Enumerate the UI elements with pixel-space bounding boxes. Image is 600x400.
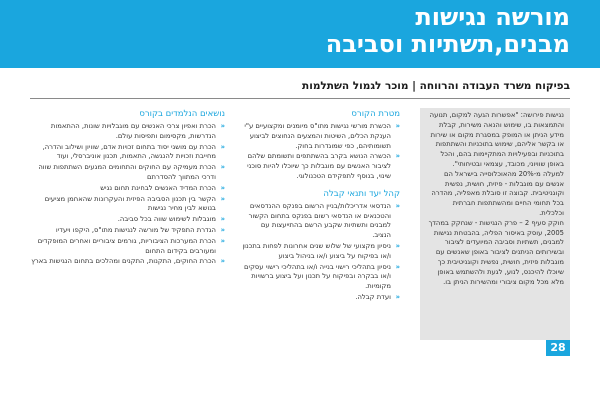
intro-paragraph: נגישות פירושה: "אפשרות הגעה למקום, תנועה והתמצאות בו, שימוש והנאה משירות, קבלת מידע הניתן או המופק במסגרת מקום או שירות או בקשר אליהם, שימוש בתוכניות והשתתפות בתוכניות ובפעילויות המתקיימות בהם, והכל באופן שוויוני, מכובד, עצמאי ובטיחותי". [429, 111, 564, 168]
list-item: « הקשר בין תכנון הסביבה הפיזית והעקרונות שהאחמן מציעים בנושא לבין מחיר נגישות [30, 195, 225, 215]
list-item: « הכרת ואפיון צרכי האנשים עם מוגבלויות שונות, ההתאמות הנדרשות, מקסימום ותפיסות עולם. [30, 122, 225, 142]
header-banner [0, 0, 600, 68]
title-line-1: מורשה נגישות [415, 3, 570, 31]
target-audience-list [240, 202, 400, 303]
course-info-column [240, 108, 400, 304]
list-item: « הכשרת מורשי נגישות מתו"ס מיומנים ומקצועיים ע"י הענקת הכלים, השיטות והמצעים הנחוצים לביצוע תשומותיהם, כפי שמוגדרות בחוק. [240, 122, 400, 151]
section-heading-course-goal: מטרת הקורס [351, 109, 400, 119]
list-item: « הגדרת התפקיד של מורשה לנגישות מתו"ס, היקפו ויעדיו [30, 226, 225, 236]
list-item: « ועדת קבלה. [240, 293, 400, 303]
list-item: « הכרת עם מושגי יסוד בתחום זכויות אדם, שוויון ושילוב והדרה, מחייבת וזכויות להנגשה, התאמות, תכנון אוניברסלי, ועוד [30, 143, 225, 163]
intro-column [420, 108, 570, 340]
subheader: בפיקוח משרד העבודה והרווחה | מוכר לגמול השתלמות [302, 80, 570, 92]
list-item: « הכרת המדיד האנשים לבחינת תחום נגיש [30, 184, 225, 194]
list-item: « הכרת המערכות הציבוריות, גורמים ציבוריים ואחרים המופקדים ומעורבים בקידום התחום [30, 237, 225, 257]
page-title [326, 4, 570, 58]
section-heading-target-audience: קהל יעד ותנאי קבלה [323, 188, 400, 199]
intro-paragraph: חוקק סעיף 2 – פרק הנגישות - שנחקק במהדך 2005, עוסק באיסור הפליה, בהבטחת נגישות למבנים, תשתיות וסביבה המיועדים לציבור ובשירותים הניתנים לציבור באופן שאנשים עם מוגבלות פיזית, חושית, נפשית וקוגניטיבית כך שיוכלו להיכנס, לנוע, לגעת ולהשתמש באופן מלא מכל מקום ציבורי ומהשירות הניתן בו. [428, 218, 564, 286]
list-item: « הכרת מעמיקה עם החוקים והתחומים המגעים השתתפות שווה ודרכי המתווך להסדרתם [30, 163, 225, 183]
list-item: « הכשרה הנושא בקרב בהשתתפים ותשומתם שלהם לציבור האנשים עם מוגבלות כך שיוכלו להיות סוכני שינוי, בנוסף לתפקידם הטכנולוגי. [240, 152, 400, 181]
intro-paragraph: למעלה מ-20% מהאוכלוסייה בישראל הם אנשים עם מוגבלות - פיזית, חושית, נפשית וקוגניטיבית. קבוצה זו סובלת מאפליה, מהדרה בכל תחומי החיים ומהשתתפות חברתית וכלכלית. [431, 169, 564, 217]
list-item: « ניסיון בתהליכי רישוי בנייה ו/או בתהליכי רישוי עסקים ו/או בבקרה ובפיקוח על תכנון ועל ביצוע ברשויות מקומיות. [240, 263, 400, 292]
list-item: « הנדסאי אדריכלות/בניין הרשום בפנקס ההנדסאים והטכנאים או הנדסאי רשום בפנקס בתחום הקשור למבנים ותשתיות שקבע הרשם בהתייעצות עם הנציב. [240, 202, 400, 241]
topics-list [30, 122, 225, 267]
course-goal-list [240, 122, 400, 182]
list-item: « הכרת החוקים, התקנות, התקנים ומהלכים בתחום הנגישות בארץ [30, 257, 225, 267]
list-item: « מוגבלות לשימוש שווה בכל סביבה. [30, 215, 225, 225]
page-number: 28 [546, 340, 570, 356]
list-item: « ניסיון מקצועי של שלוש שנים אחרונות לפחות בתכנון ו/או בפיקוח על ביצוע ו/או בניהול ביצוע [240, 242, 400, 262]
topics-column [30, 108, 225, 268]
title-line-2: מבנים,תשתיות וסביבה [325, 30, 570, 58]
divider-line [30, 98, 570, 99]
section-heading-topics: נושאים הנלמדים בקורס [139, 109, 225, 119]
